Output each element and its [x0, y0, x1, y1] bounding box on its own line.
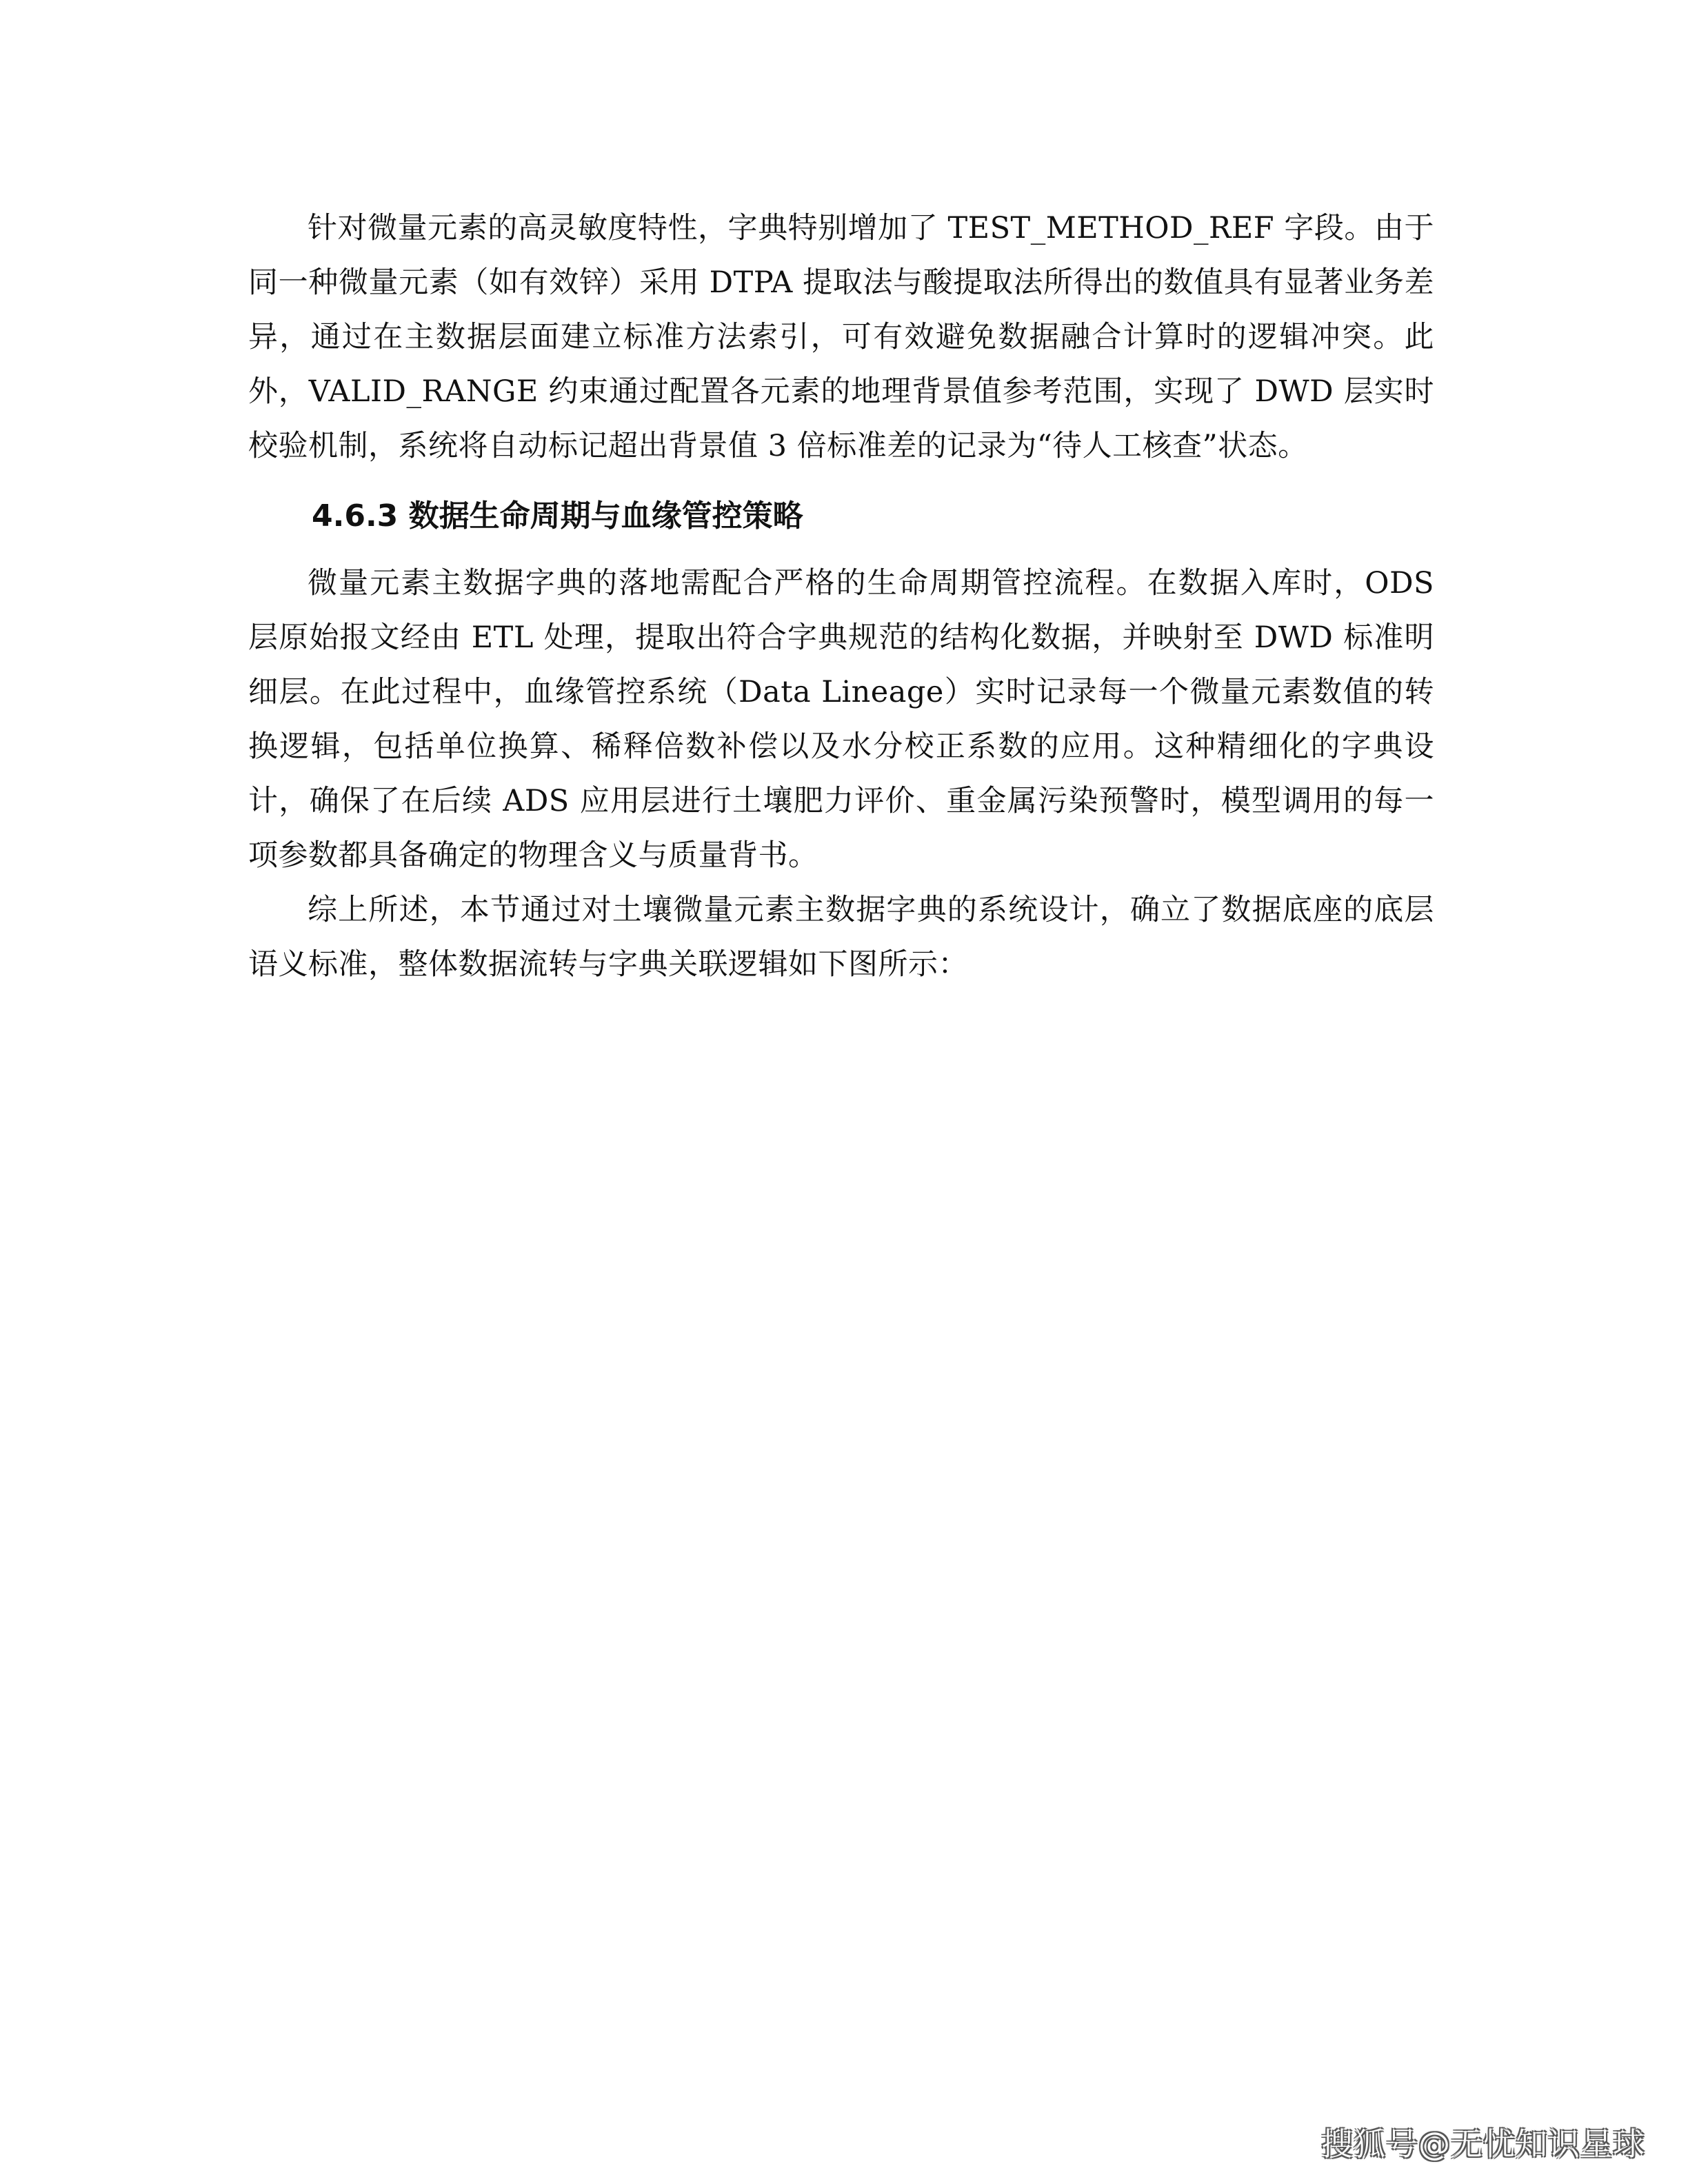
paragraph-trace-elements-method: 针对微量元素的高灵敏度特性，字典特别增加了 TEST_METHOD_REF 字段。由于同一种微量元素（如有效锌）采用 DTPA 提取法与酸提取法所得出的数值具有显著业务差异，通过在主数据层面建立标准方法索引，可有效避免数据融合计算时的逻辑冲突。此外，VALID_RANGE 约束通过配置各元素的地理背景值参考范围，实现了 DWD 层实时校验机制，系统将自动标记超出背景值 3 倍标准差的记录为“待人工核查”状态。: [248, 211, 1434, 463]
paragraph-summary: 综上所述，本节通过对土壤微量元素主数据字典的系统设计，确立了数据底座的底层语义标准，整体数据流转与字典关联逻辑如下图所示：: [248, 893, 1434, 982]
section-heading: 4.6.3 数据生命周期与血缘管控策略: [312, 498, 803, 534]
document-body: [248, 201, 1434, 992]
sohu-watermark: 搜狐号@无忧知识星球: [1321, 2125, 1645, 2163]
paragraph-lifecycle-control: 微量元素主数据字典的落地需配合严格的生命周期管控流程。在数据入库时，ODS 层原始报文经由 ETL 处理，提取出符合字典规范的结构化数据，并映射至 DWD 标准明细层。在此过程中，血缘管控系统（Data Lineage）实时记录每一个微量元素数值的转换逻辑，包括单位换算、稀释倍数补偿以及水分校正系数的应用。这种精细化的字典设计，确保了在后续 ADS 应用层进行土壤肥力评价、重金属污染预警时，模型调用的每一项参数都具备确定的物理含义与质量背书。: [248, 566, 1434, 873]
